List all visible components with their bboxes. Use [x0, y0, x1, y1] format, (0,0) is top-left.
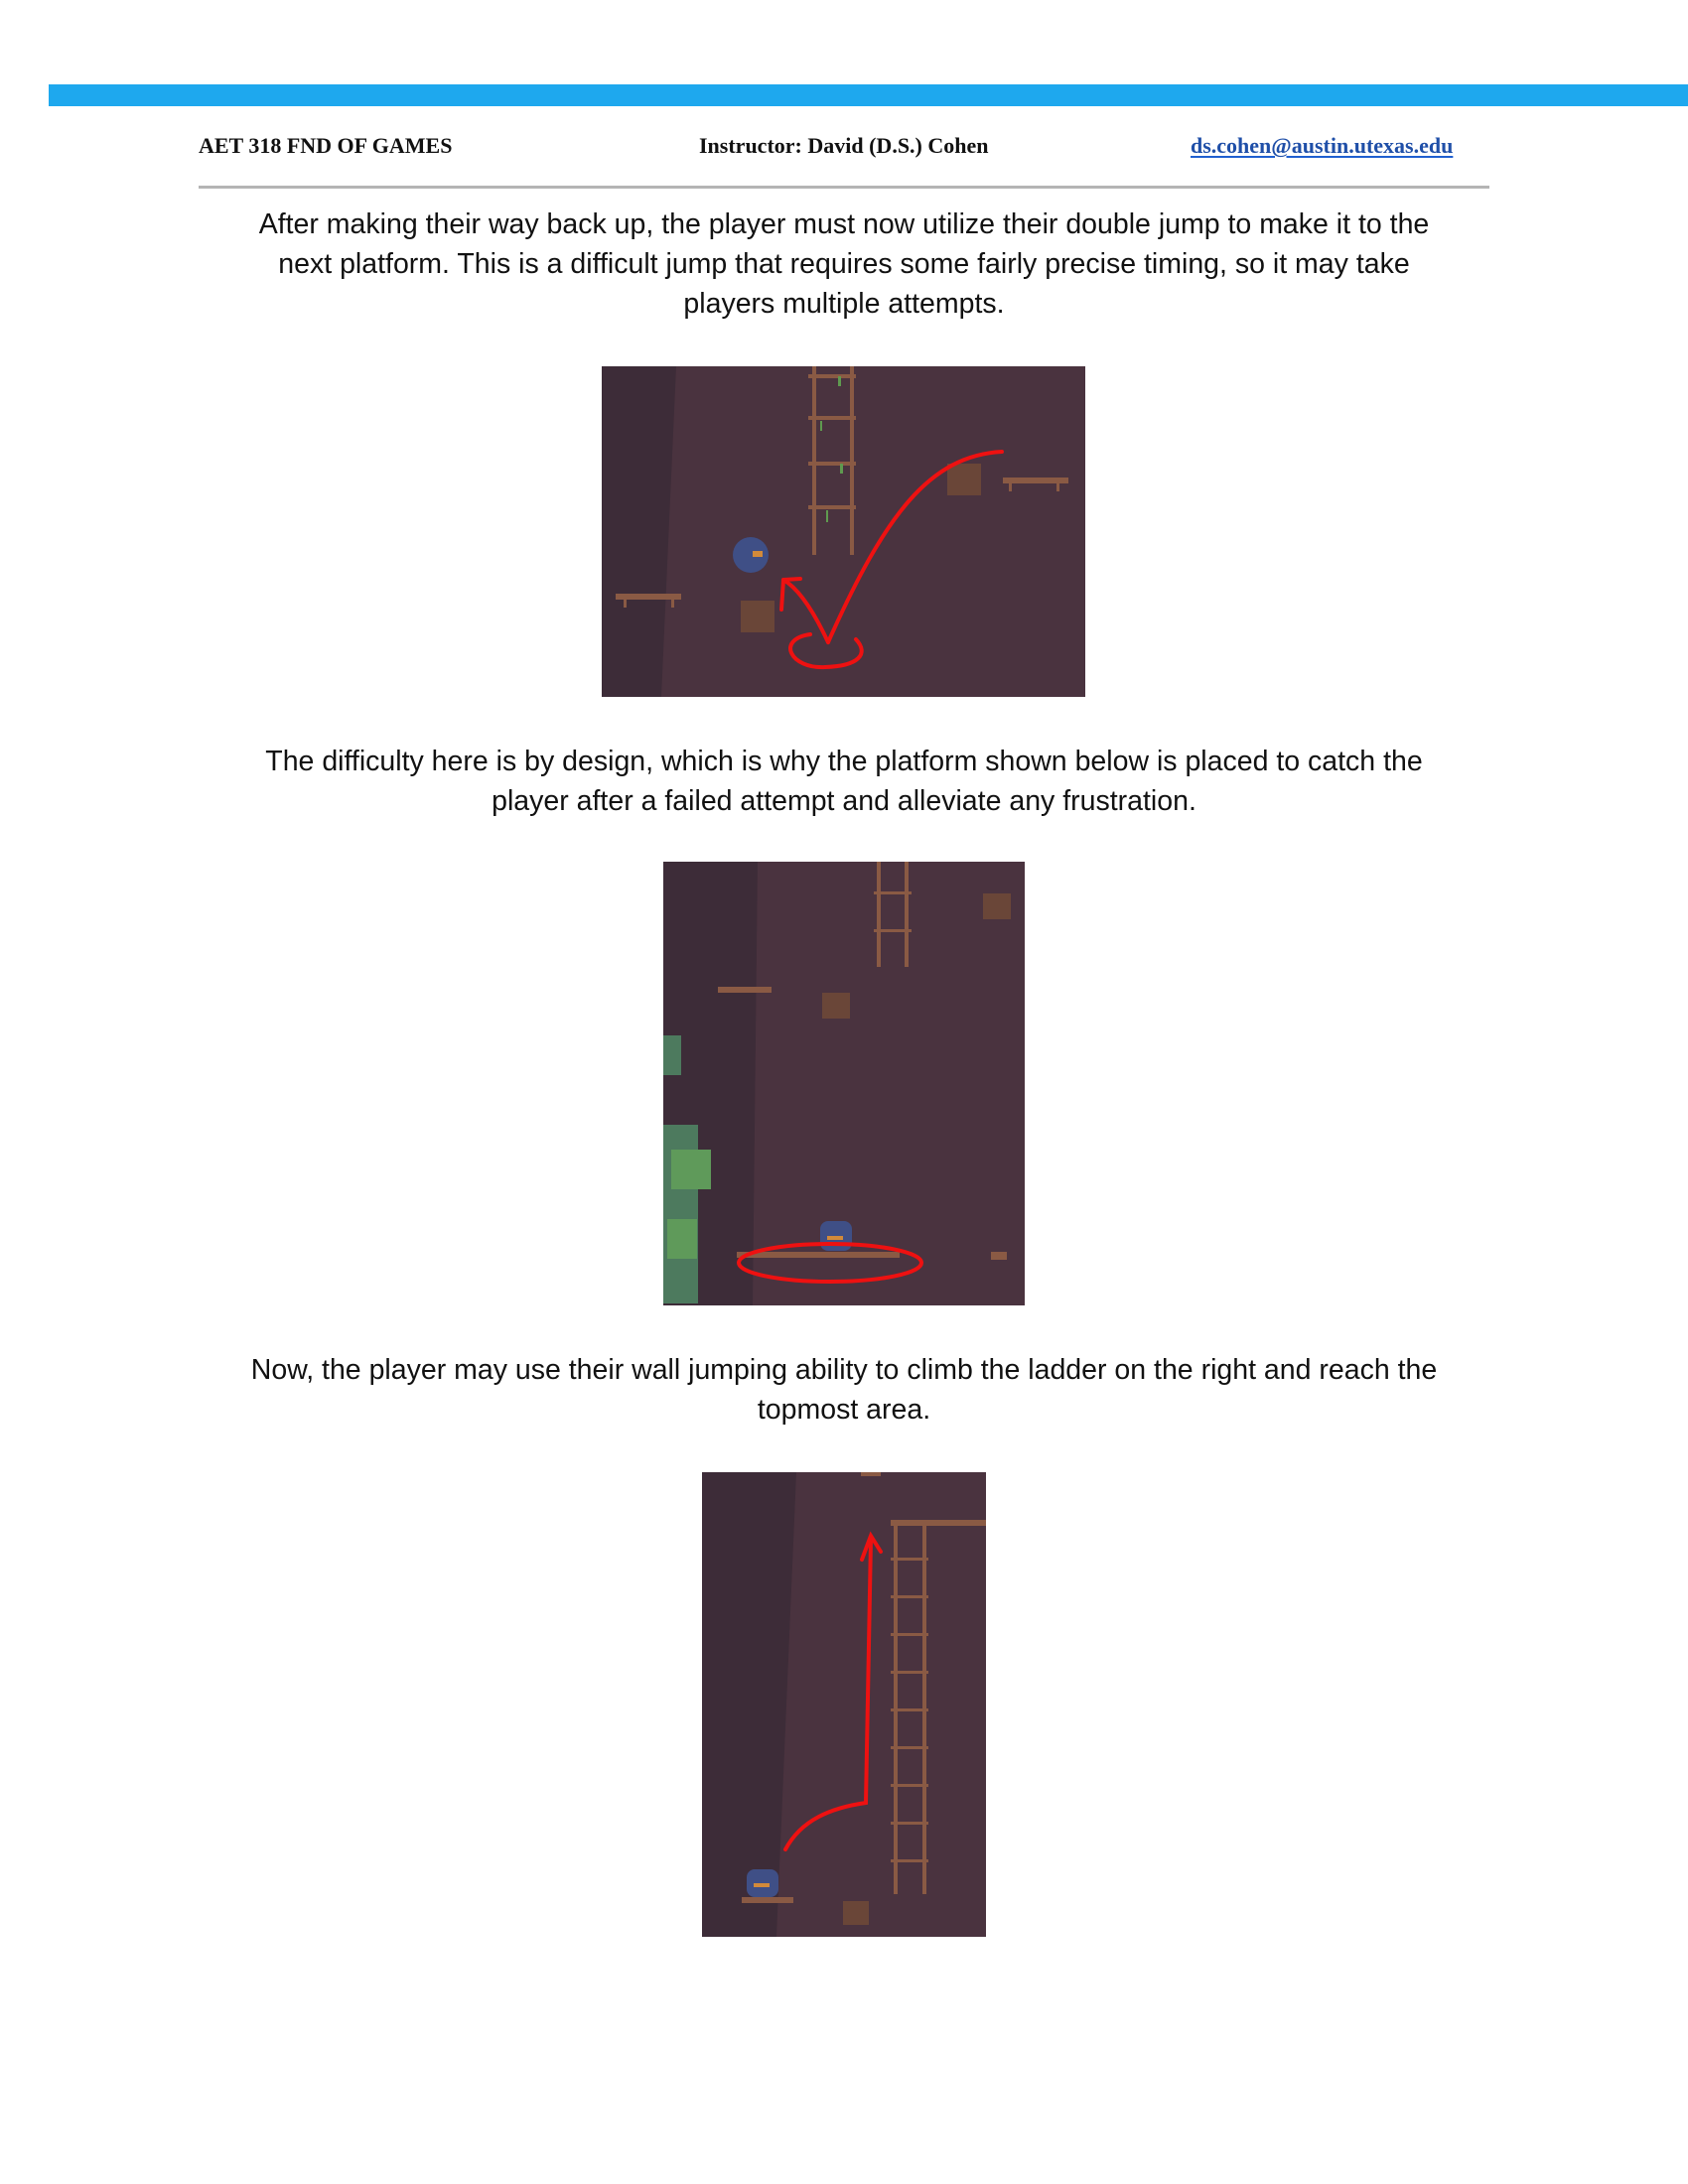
- text-line: player after a failed attempt and alleviate any frustration.: [492, 785, 1196, 817]
- paragraph-catch-platform: [199, 742, 1489, 821]
- catch-platform-screenshot: [663, 862, 1025, 1305]
- text-line: topmost area.: [757, 1394, 931, 1426]
- paragraph-wall-jump: [199, 1350, 1489, 1430]
- game-scene-image: [602, 366, 1085, 697]
- course-title: AET 318 FND OF GAMES: [199, 133, 453, 158]
- game-scene-image: [702, 1472, 986, 1937]
- text-line: next platform. This is a difficult jump that requires some fairly precise timing, so it may take: [278, 248, 1410, 280]
- header-accent-bar: [49, 84, 1688, 106]
- text-line: players multiple attempts.: [683, 288, 1005, 320]
- instructor-email-link[interactable]: ds.cohen@austin.utexas.edu: [1191, 133, 1454, 158]
- wall-jump-ladder-screenshot: [702, 1472, 986, 1937]
- text-line: Now, the player may use their wall jumping ability to climb the ladder on the right and reach the: [250, 1354, 1438, 1386]
- text-line: After making their way back up, the player must now utilize their double jump to make it to the: [258, 208, 1430, 240]
- double-jump-screenshot: [602, 366, 1085, 697]
- header-divider: [199, 186, 1489, 189]
- instructor-name: Instructor: David (D.S.) Cohen: [699, 133, 989, 158]
- paragraph-double-jump: [199, 205, 1489, 324]
- text-line: The difficulty here is by design, which is why the platform shown below is placed to catch the: [265, 746, 1423, 777]
- game-scene-image: [663, 862, 1025, 1305]
